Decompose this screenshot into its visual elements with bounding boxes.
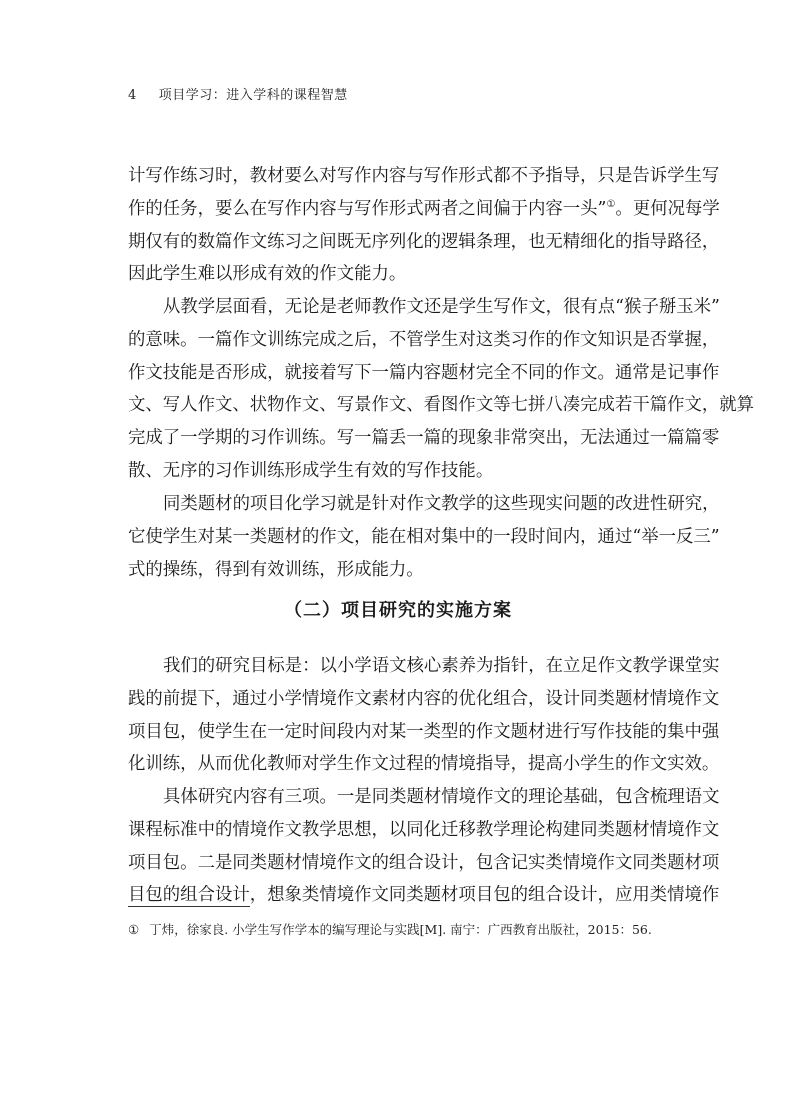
running-header bbox=[128, 84, 348, 103]
paragraph-line: 化训练，从而优化教师对学生作文过程的情境指导，提高小学生的作文实效。 bbox=[128, 754, 720, 775]
paragraph-line: 践的前提下，通过小学情境作文素材内容的优化组合，设计同类题材情境作文 bbox=[128, 688, 720, 709]
paragraph-line: 具体研究内容有三项。一是同类题材情境作文的理论基础，包含梳理语文 bbox=[163, 787, 720, 807]
paragraph-5 bbox=[128, 781, 720, 912]
paragraph-text: 作的任务，要么在写作内容与写作形式两者之间偏于内容一头” bbox=[128, 198, 607, 219]
footnote-reference[interactable]: ① bbox=[606, 199, 616, 210]
paragraph-line: 文、写人作文、状物作文、写景作文、看图作文等七拼八凑完成若干篇作文，就算 bbox=[128, 395, 755, 416]
paragraph-line: 因此学生难以形成有效的作文能力。 bbox=[128, 264, 407, 285]
paragraph-line: 课程标准中的情境作文教学思想，以同化迁移教学理论构建同类题材情境作文 bbox=[128, 819, 720, 840]
footnote-divider bbox=[128, 906, 250, 907]
paragraph-line: 从教学层面看，无论是老师教作文还是学生写作文，很有点“猴子掰玉米” bbox=[163, 297, 720, 317]
paragraph-line: 目包的组合设计，想象类情境作文同类题材项目包的组合设计，应用类情境作 bbox=[128, 885, 720, 906]
paragraph-line: 同类题材的项目化学习就是针对作文教学的这些现实问题的改进性研究， bbox=[163, 494, 720, 514]
footnote bbox=[128, 920, 668, 938]
paragraph-4 bbox=[128, 650, 720, 781]
paragraph-3 bbox=[128, 488, 720, 586]
paragraph-line: 完成了一学期的习作训练。写一篇丢一篇的现象非常突出，无法通过一篇篇零 bbox=[128, 428, 720, 449]
footnote-marker: ① bbox=[128, 922, 140, 937]
running-title: 项目学习：进入学科的课程智慧 bbox=[158, 88, 348, 103]
page-number: 4 bbox=[128, 88, 137, 103]
paragraph-line: 项目包。二是同类题材情境作文的组合设计，包含记实类情境作文同类题材项 bbox=[128, 852, 720, 873]
paragraph-line bbox=[128, 193, 720, 226]
paragraph-line: 它使学生对某一类题材的作文，能在相对集中的一段时间内，通过“举一反三” bbox=[128, 526, 720, 547]
paragraph-line: 的意味。一篇作文训练完成之后，不管学生对这类习作的作文知识是否掌握， bbox=[128, 329, 720, 350]
paragraph-line: 散、无序的习作训练形成学生有效的写作技能。 bbox=[128, 460, 494, 481]
paragraph-line: 计写作练习时，教材要么对写作内容与写作形式都不予指导，只是告诉学生写 bbox=[128, 166, 720, 186]
paragraph-line: 式的操练，得到有效训练，形成能力。 bbox=[128, 559, 424, 580]
paragraph-text: 。更何况每学 bbox=[615, 198, 720, 219]
paragraph-line: 项目包，使学生在一定时间段内对某一类型的作文题材进行写作技能的集中强 bbox=[128, 721, 720, 742]
section-heading: （二）项目研究的实施方案 bbox=[284, 600, 512, 621]
paragraph-1 bbox=[128, 160, 720, 291]
paragraph-2 bbox=[128, 291, 755, 488]
footnote-text: 丁炜，徐家良. 小学生写作学本的编写理论与实践[M]. 南宁：广西教育出版社，2015：56. bbox=[149, 922, 652, 937]
paragraph-line: 期仅有的数篇作文练习之间既无序列化的逻辑条理，也无精细化的指导路径， bbox=[128, 231, 720, 252]
paragraph-line: 我们的研究目标是：以小学语文核心素养为指针，在立足作文教学课堂实 bbox=[163, 656, 720, 676]
paragraph-line: 作文技能是否形成，就接着写下一篇内容题材完全不同的作文。通常是记事作 bbox=[128, 362, 720, 383]
